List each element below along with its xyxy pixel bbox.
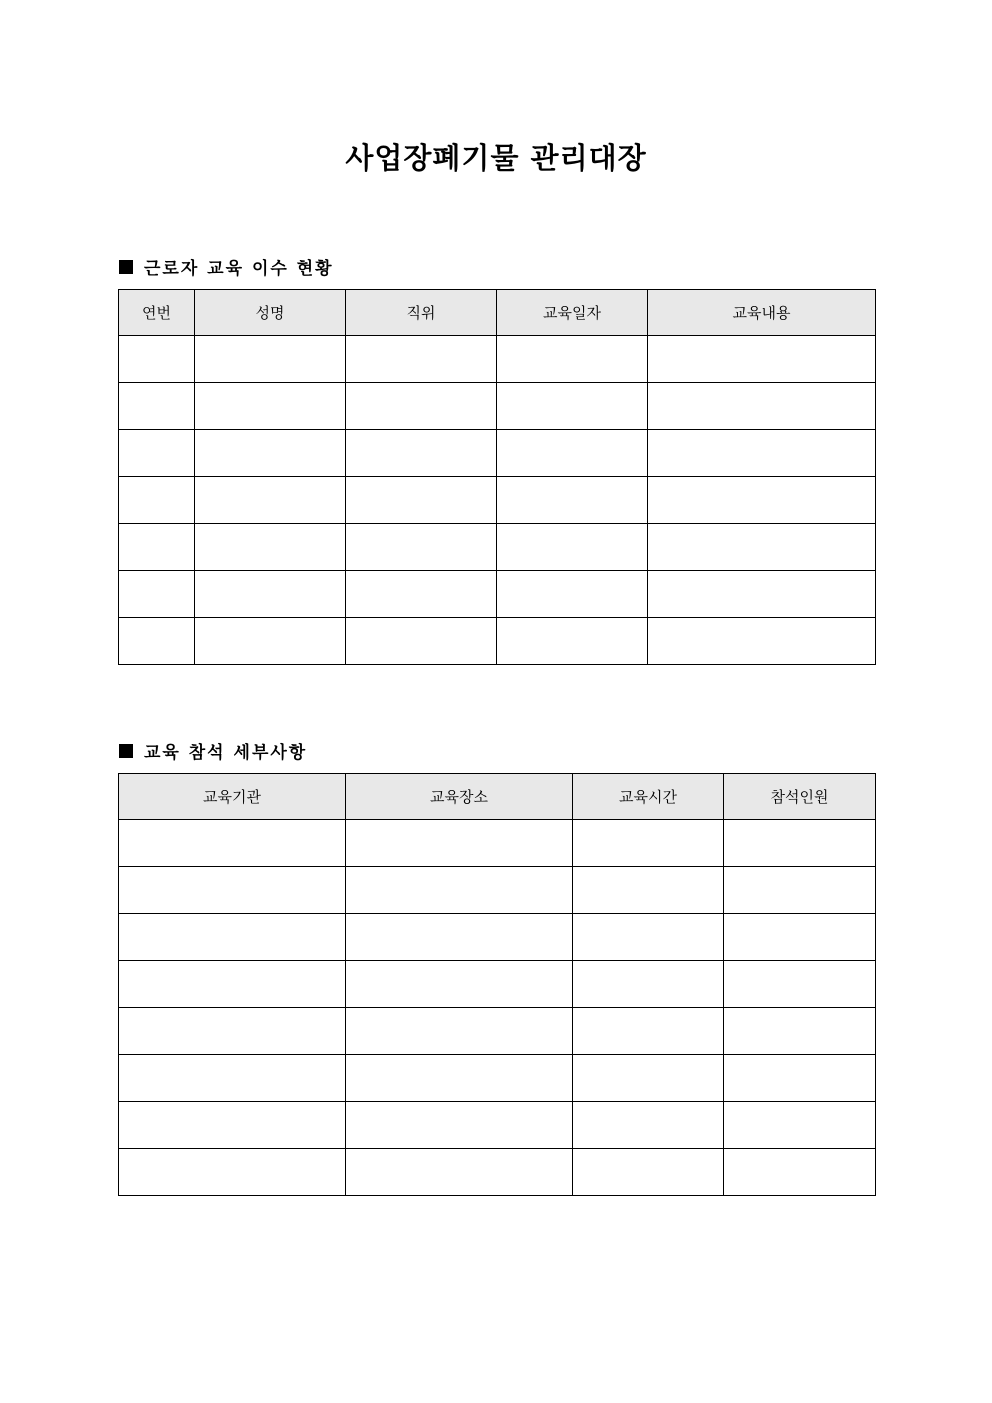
table-cell[interactable] [648,618,876,665]
section-heading-training-status [119,254,334,279]
table-cell[interactable] [346,914,573,961]
table-row [119,524,876,571]
table-row [119,1102,876,1149]
table-cell[interactable] [497,336,648,383]
table-row [119,1055,876,1102]
table-cell[interactable] [119,571,195,618]
table-row [119,477,876,524]
training-status-table [118,289,876,665]
table-cell[interactable] [573,820,724,867]
table-cell[interactable] [346,571,497,618]
table-cell[interactable] [346,524,497,571]
table-cell[interactable] [346,961,573,1008]
table-cell[interactable] [195,430,346,477]
table-cell[interactable] [573,1149,724,1196]
section-heading-label: 교육 참석 세부사항 [144,743,308,763]
table-row [119,914,876,961]
column-header-date: 교육일자 [497,290,648,336]
table-cell[interactable] [346,1008,573,1055]
table-row [119,430,876,477]
table-cell[interactable] [648,571,876,618]
table-cell[interactable] [119,524,195,571]
table-cell[interactable] [346,383,497,430]
table-cell[interactable] [195,336,346,383]
column-header-attendees: 참석인원 [724,774,876,820]
table-cell[interactable] [346,820,573,867]
table-cell[interactable] [573,914,724,961]
table-cell[interactable] [119,1102,346,1149]
table-row [119,383,876,430]
table-row [119,961,876,1008]
table-row [119,571,876,618]
table-cell[interactable] [648,383,876,430]
column-header-institution: 교육기관 [119,774,346,820]
column-header-name: 성명 [195,290,346,336]
table-cell[interactable] [724,1055,876,1102]
square-bullet-icon [119,744,133,758]
table-cell[interactable] [648,524,876,571]
table-cell[interactable] [195,524,346,571]
table-cell[interactable] [195,477,346,524]
table-cell[interactable] [724,867,876,914]
table-cell[interactable] [724,820,876,867]
table-cell[interactable] [119,820,346,867]
table-cell[interactable] [119,1055,346,1102]
table-cell[interactable] [119,430,195,477]
table-cell[interactable] [724,914,876,961]
table-cell[interactable] [497,477,648,524]
table-row [119,618,876,665]
table-cell[interactable] [346,477,497,524]
column-header-position: 직위 [346,290,497,336]
section-heading-label: 근로자 교육 이수 현황 [144,259,334,279]
table-header-row [119,290,876,336]
table-row [119,1008,876,1055]
table-cell[interactable] [346,1055,573,1102]
table-cell[interactable] [497,571,648,618]
table-cell[interactable] [119,383,195,430]
table-cell[interactable] [497,618,648,665]
table-row [119,336,876,383]
table-cell[interactable] [119,618,195,665]
table-cell[interactable] [573,1055,724,1102]
table-cell[interactable] [346,430,497,477]
column-header-serial: 연번 [119,290,195,336]
column-header-location: 교육장소 [346,774,573,820]
table-cell[interactable] [195,571,346,618]
table-cell[interactable] [195,618,346,665]
table-cell[interactable] [346,336,497,383]
table-cell[interactable] [346,1102,573,1149]
table-cell[interactable] [119,914,346,961]
table-cell[interactable] [573,1008,724,1055]
table-header-row [119,774,876,820]
table-cell[interactable] [346,1149,573,1196]
table-cell[interactable] [346,867,573,914]
table-cell[interactable] [648,430,876,477]
table-row [119,820,876,867]
table-cell[interactable] [648,336,876,383]
table-cell[interactable] [573,1102,724,1149]
section-heading-attendance-details [119,738,307,763]
table-cell[interactable] [497,383,648,430]
table-cell[interactable] [497,524,648,571]
table-cell[interactable] [119,961,346,1008]
table-cell[interactable] [724,1149,876,1196]
table-cell[interactable] [724,1008,876,1055]
table-cell[interactable] [346,618,497,665]
table-cell[interactable] [119,1008,346,1055]
table-cell[interactable] [119,477,195,524]
square-bullet-icon [119,260,133,274]
attendance-details-table [118,773,876,1196]
table-cell[interactable] [497,430,648,477]
table-cell[interactable] [119,1149,346,1196]
column-header-duration: 교육시간 [573,774,724,820]
table-cell[interactable] [195,383,346,430]
document-title: 사업장폐기물 관리대장 [345,141,647,175]
table-cell[interactable] [573,867,724,914]
table-cell[interactable] [119,867,346,914]
table-cell[interactable] [119,336,195,383]
table-cell[interactable] [573,961,724,1008]
table-cell[interactable] [724,961,876,1008]
column-header-content: 교육내용 [648,290,876,336]
table-cell[interactable] [724,1102,876,1149]
table-row [119,867,876,914]
table-cell[interactable] [648,477,876,524]
table-row [119,1149,876,1196]
